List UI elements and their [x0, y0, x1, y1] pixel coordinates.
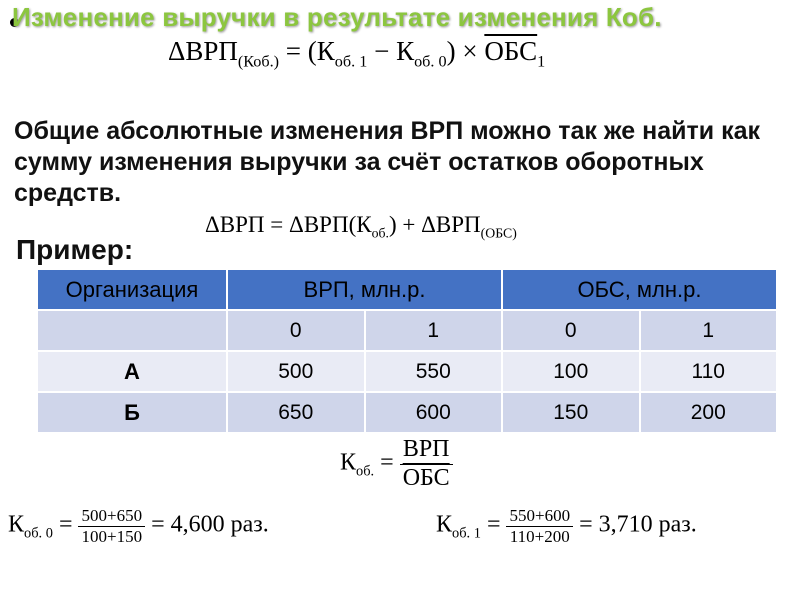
formula-term: К — [340, 449, 357, 476]
formula-operator: − — [374, 36, 390, 66]
formula-term: К — [8, 511, 25, 538]
formula-subscript: об. — [371, 225, 389, 241]
column-header-organization: Организация — [37, 269, 227, 310]
formula-result: 3,710 раз. — [598, 511, 697, 538]
fraction-denominator: 110+200 — [509, 526, 570, 546]
formula-subscript: об. 1 — [452, 525, 481, 542]
formula-subscript: об. 0 — [414, 52, 447, 71]
table-cell: 200 — [640, 392, 778, 433]
formula-subscript: об. 1 — [334, 52, 368, 71]
formula-subscript: об. — [356, 463, 375, 480]
formula-operator: = — [486, 511, 501, 538]
formula-term: ) — [388, 212, 397, 237]
fraction-numerator: 500+650 — [78, 506, 145, 527]
formula-term: ΔВРП — [205, 212, 265, 237]
slide-title: Изменение выручки в результате изменения Коб. — [12, 2, 662, 32]
fraction — [400, 436, 453, 492]
table-header-row — [37, 269, 777, 310]
fraction-numerator: ВРП — [400, 436, 453, 465]
formula-kob-definition — [340, 436, 453, 492]
column-header-vrp: ВРП, млн.р. — [227, 269, 502, 310]
formula-operator: = — [151, 511, 165, 538]
formula-operator: = — [380, 449, 394, 476]
fraction — [506, 506, 573, 546]
formula-term: К — [396, 36, 415, 66]
table-cell: 650 — [227, 392, 365, 433]
table-cell: Б — [37, 392, 227, 433]
formula-operator: = — [270, 212, 284, 237]
formula-subscript: 1 — [537, 52, 546, 71]
table-cell: 150 — [502, 392, 640, 433]
fraction-numerator: 550+600 — [506, 506, 573, 527]
table-row — [37, 351, 777, 392]
data-table — [36, 268, 778, 434]
formula-operator: = — [579, 511, 593, 538]
formula-operator: × — [462, 36, 478, 66]
formula-term: К — [436, 511, 453, 538]
formula-total-change — [205, 212, 517, 242]
table-cell: 100 — [502, 351, 640, 392]
formula-kob-0 — [8, 506, 269, 546]
table-cell: 1 — [640, 310, 778, 351]
table-cell: 0 — [227, 310, 365, 351]
table-cell — [37, 310, 227, 351]
table-row — [37, 392, 777, 433]
table-cell: 0 — [502, 310, 640, 351]
formula-operator: + — [402, 212, 416, 237]
table-cell: А — [37, 351, 227, 392]
fraction — [78, 506, 145, 546]
formula-term: ΔВРП — [168, 36, 238, 66]
formula-subscript: (Коб.) — [237, 52, 280, 71]
formula-term: ОБС — [484, 36, 538, 66]
formula-revenue-change-kob: $\Delta ВРП_{(Коб.)} = (К_{об. 1} - К_{об. 0}) \times ОБС_1$ — [168, 36, 546, 71]
table-cell: 550 — [365, 351, 503, 392]
table-cell: 110 — [640, 351, 778, 392]
formula-subscript: (ОБС) — [480, 225, 517, 241]
formula-operator: = — [58, 511, 73, 538]
formula-result: 4,600 раз. — [170, 511, 269, 538]
table-subheader-row — [37, 310, 777, 351]
formula-kob-1 — [436, 506, 697, 546]
table-cell: 1 — [365, 310, 503, 351]
table-cell: 500 — [227, 351, 365, 392]
formula-subscript: об. 0 — [24, 525, 53, 542]
column-header-obs: ОБС, млн.р. — [502, 269, 777, 310]
explanation-paragraph: Общие абсолютные изменения ВРП можно так же найти как сумму изменения выручки за счёт остатков оборотных средств. — [14, 117, 760, 207]
formula-term: К — [316, 36, 335, 66]
formula-term: ΔВРП(К — [289, 212, 372, 237]
formula-term: ΔВРП — [421, 212, 481, 237]
formula-operator: = — [285, 36, 302, 66]
table-cell: 600 — [365, 392, 503, 433]
example-label: Пример: — [16, 234, 134, 265]
fraction-denominator: 100+150 — [81, 526, 143, 546]
fraction-denominator: ОБС — [402, 464, 450, 491]
